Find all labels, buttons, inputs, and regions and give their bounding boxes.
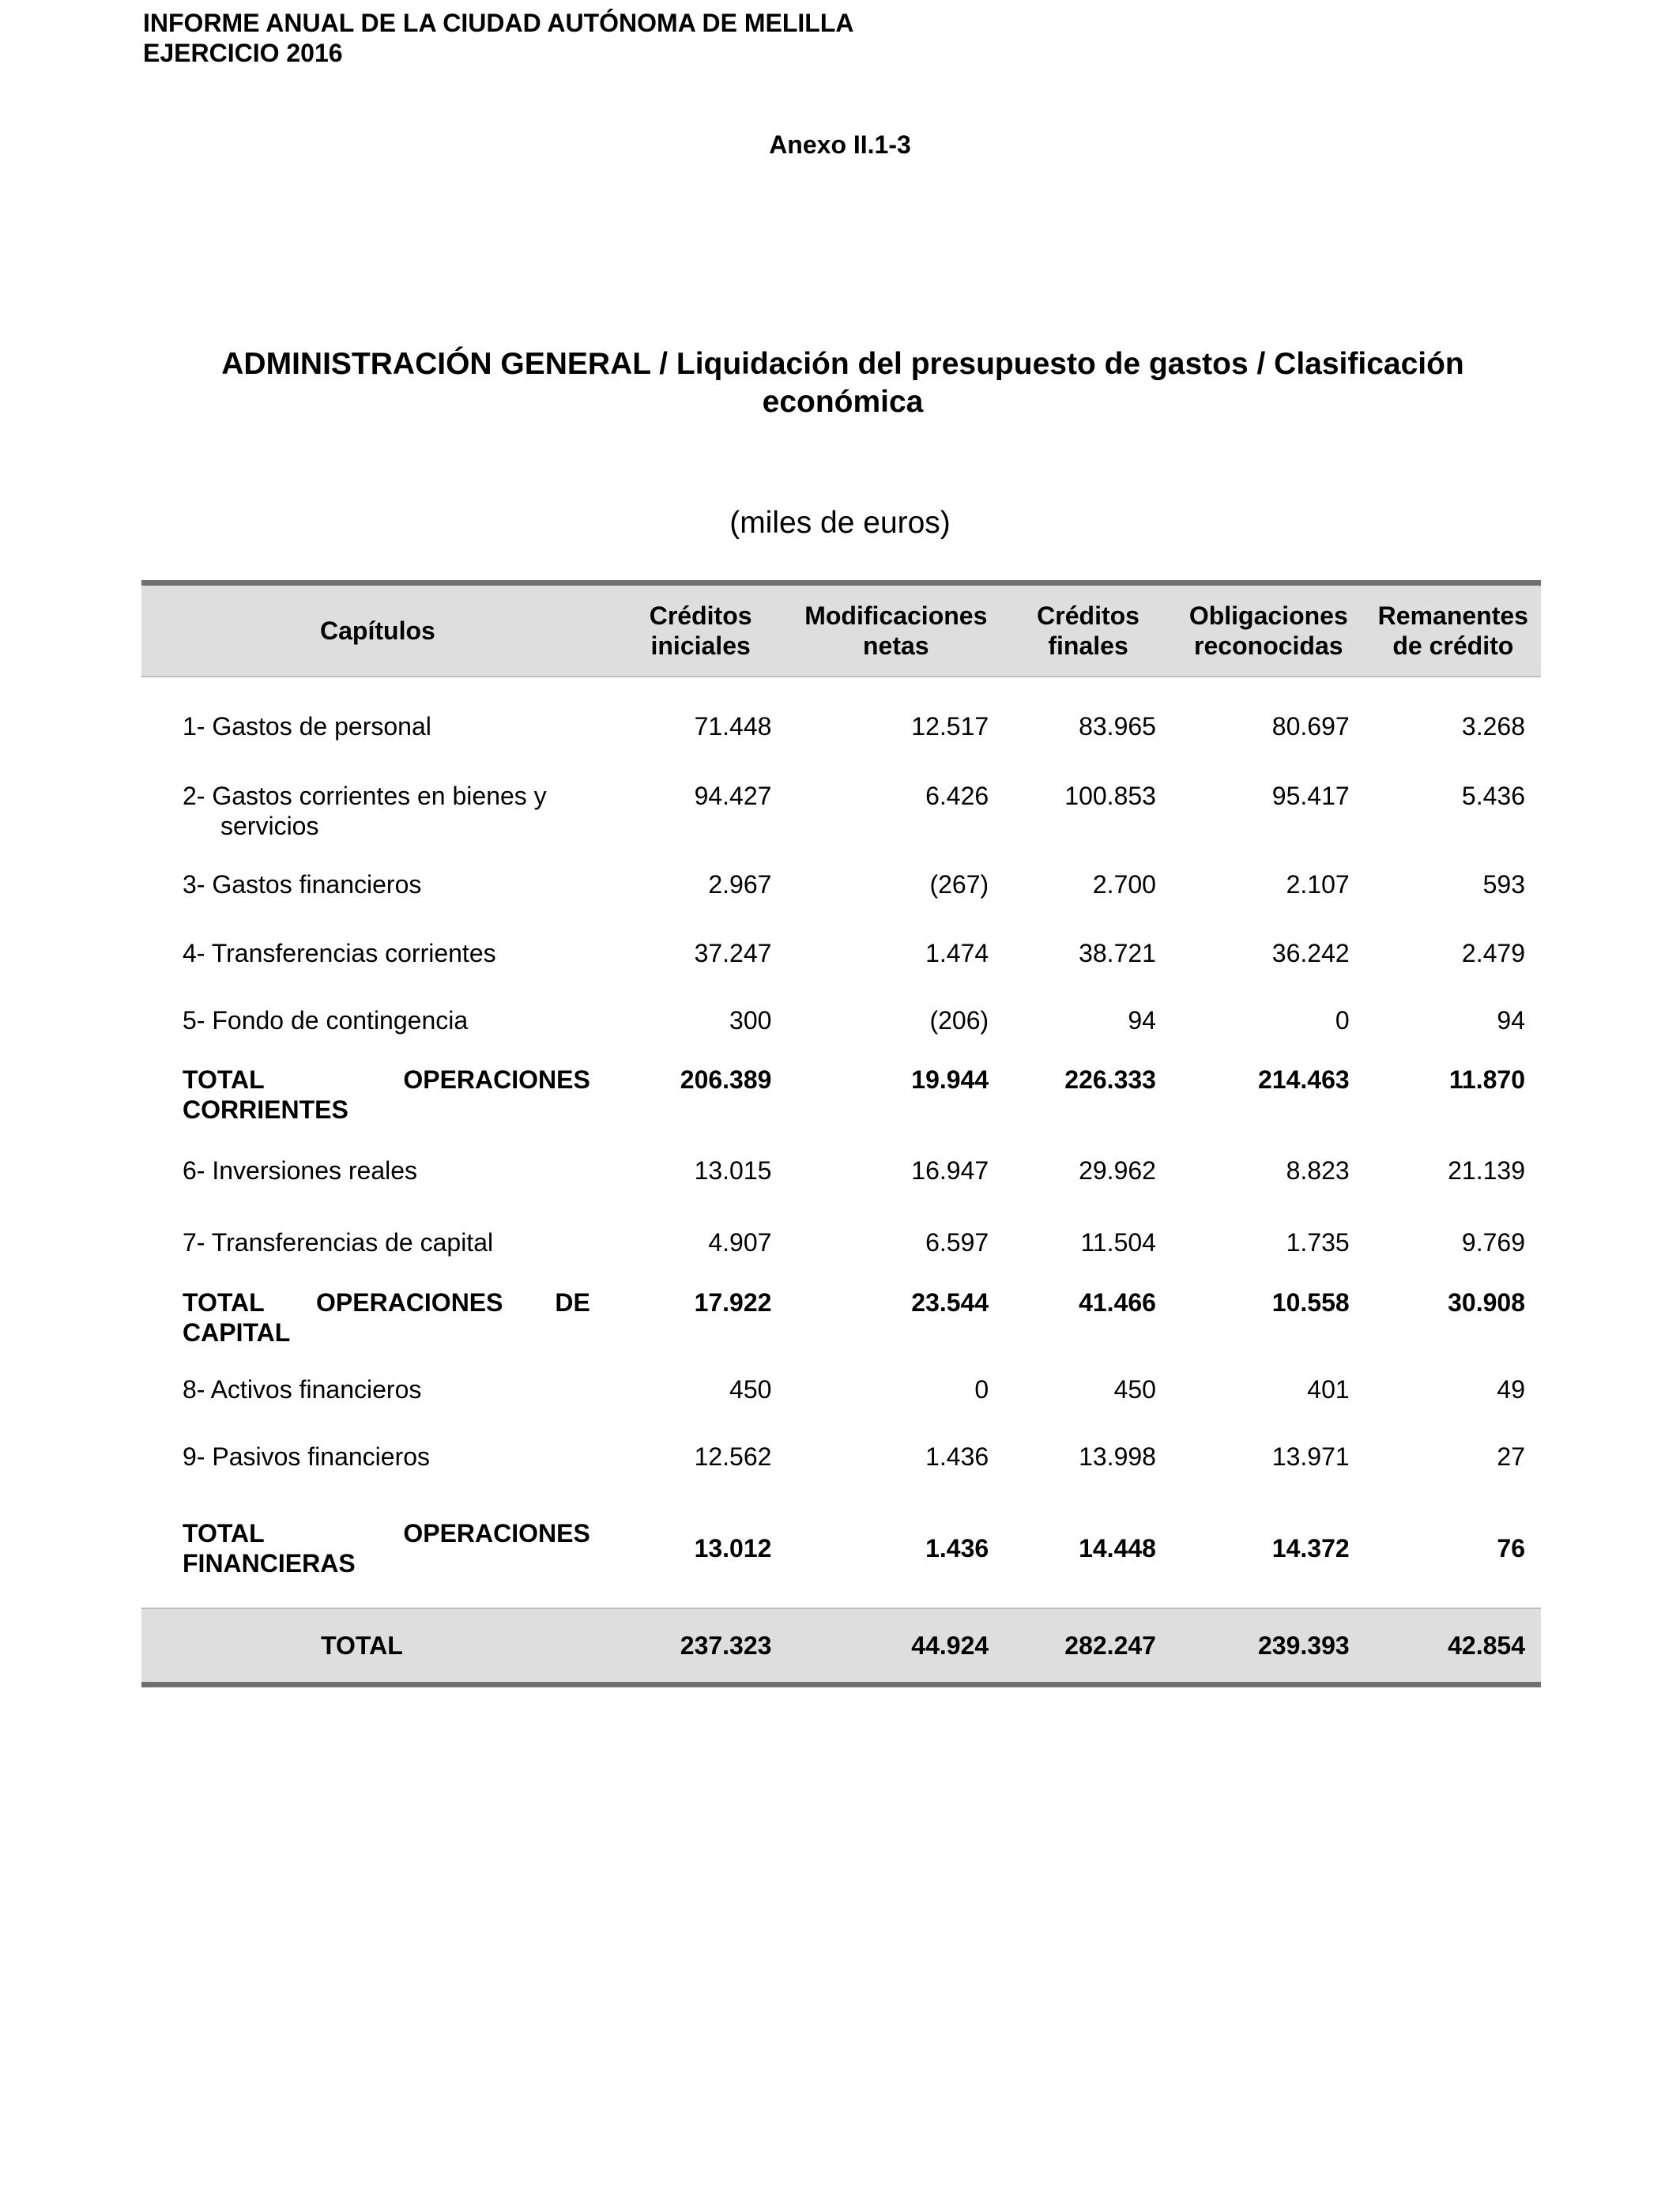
cell-modificaciones-netas: 44.924 [911, 1630, 989, 1660]
cell-creditos-iniciales: 37.247 [694, 939, 772, 967]
cell-modificaciones-netas: (206) [929, 1006, 989, 1035]
cell-remanentes-credito: 30.908 [1448, 1288, 1525, 1317]
cell-creditos-finales: 94 [1128, 1006, 1156, 1035]
row-concept: 7- Transferencias de capital [183, 1228, 494, 1257]
table-row [141, 1155, 1541, 1227]
report-header-title: INFORME ANUAL DE LA CIUDAD AUTÓNOMA DE MELILLA [143, 9, 854, 37]
col-header-modificaciones-netas: Modificaciones netas [804, 601, 988, 660]
cell-remanentes-credito: 2.479 [1461, 939, 1525, 967]
cell-creditos-finales: 11.504 [1080, 1228, 1156, 1257]
cell-creditos-iniciales: 13.015 [694, 1156, 772, 1185]
budget-table [141, 580, 1541, 1687]
subtotal-row [141, 1510, 1541, 1586]
cell-modificaciones-netas: 6.426 [925, 782, 989, 810]
cell-remanentes-credito: 27 [1497, 1442, 1525, 1471]
cell-creditos-finales: 29.962 [1079, 1156, 1156, 1185]
report-header [143, 8, 854, 68]
cell-obligaciones-reconocidas: 95.417 [1271, 782, 1350, 810]
cell-creditos-finales: 38.721 [1079, 939, 1156, 967]
col-header-capitulos: Capítulos [320, 616, 435, 645]
grand-total-row [141, 1608, 1541, 1684]
cell-creditos-iniciales: 13.012 [694, 1534, 772, 1563]
row-concept: 2- Gastos corrientes en bienes y servicios [183, 782, 547, 840]
annex-label: Anexo II.1-3 [769, 130, 911, 159]
cell-creditos-finales: 450 [1113, 1375, 1156, 1404]
cell-obligaciones-reconocidas: 401 [1307, 1375, 1350, 1404]
page-title-line1: ADMINISTRACIÓN GENERAL / Liquidación del presupuesto de gastos / Clasificación [221, 347, 1464, 381]
cell-creditos-iniciales: 2.967 [708, 870, 772, 899]
cell-modificaciones-netas: 6.597 [925, 1228, 989, 1257]
cell-remanentes-credito: 11.870 [1448, 1065, 1525, 1094]
cell-obligaciones-reconocidas: 8.823 [1286, 1156, 1350, 1185]
cell-modificaciones-netas: 12.517 [911, 712, 989, 741]
cell-modificaciones-netas: (267) [929, 870, 989, 899]
row-concept: 1- Gastos de personal [183, 712, 431, 741]
subtotal-row [141, 1065, 1541, 1155]
cell-modificaciones-netas: 19.944 [911, 1065, 989, 1094]
table-row [141, 1442, 1541, 1510]
row-concept: 5- Fondo de contingencia [183, 1006, 469, 1035]
cell-obligaciones-reconocidas: 10.558 [1271, 1288, 1350, 1317]
cell-remanentes-credito: 94 [1497, 1006, 1525, 1035]
cell-creditos-iniciales: 12.562 [694, 1442, 772, 1471]
cell-creditos-finales: 2.700 [1092, 870, 1156, 899]
cell-obligaciones-reconocidas: 214.463 [1257, 1065, 1350, 1094]
cell-remanentes-credito: 9.769 [1461, 1228, 1525, 1257]
col-header-remanentes-credito: Remanentes de crédito [1377, 601, 1528, 660]
cell-remanentes-credito: 49 [1497, 1375, 1525, 1404]
row-concept: 6- Inversiones reales [183, 1156, 418, 1185]
cell-remanentes-credito: 593 [1482, 870, 1525, 899]
page-title-line2: económica [762, 385, 924, 419]
row-concept: 3- Gastos financieros [183, 870, 422, 899]
cell-creditos-iniciales: 17.922 [694, 1288, 772, 1317]
cell-obligaciones-reconocidas: 13.971 [1271, 1442, 1350, 1471]
cell-obligaciones-reconocidas: 0 [1335, 1006, 1350, 1035]
table-row [141, 938, 1541, 1005]
report-header-year: EJERCICIO 2016 [143, 39, 343, 67]
grand-total-label: TOTAL [321, 1630, 403, 1660]
cell-remanentes-credito: 42.854 [1448, 1630, 1525, 1660]
cell-creditos-finales: 282.247 [1064, 1630, 1156, 1660]
cell-modificaciones-netas: 1.474 [925, 939, 989, 967]
cell-obligaciones-reconocidas: 36.242 [1271, 939, 1350, 967]
cell-obligaciones-reconocidas: 80.697 [1271, 712, 1350, 741]
cell-modificaciones-netas: 1.436 [925, 1442, 989, 1471]
table-row [141, 1005, 1541, 1065]
cell-modificaciones-netas: 23.544 [911, 1288, 989, 1317]
cell-creditos-iniciales: 450 [729, 1375, 772, 1404]
cell-remanentes-credito: 3.268 [1461, 712, 1525, 741]
cell-creditos-finales: 100.853 [1064, 782, 1156, 810]
cell-creditos-finales: 41.466 [1079, 1288, 1156, 1317]
row-concept: 4- Transferencias corrientes [183, 939, 496, 967]
cell-creditos-finales: 13.998 [1079, 1442, 1156, 1471]
cell-creditos-finales: 14.448 [1079, 1534, 1156, 1563]
col-header-creditos-finales: Créditos finales [1037, 601, 1139, 660]
col-header-creditos-iniciales: Créditos iniciales [649, 601, 752, 660]
table-header-row [141, 583, 1541, 677]
row-concept: 8- Activos financieros [183, 1375, 422, 1404]
cell-obligaciones-reconocidas: 14.372 [1271, 1534, 1350, 1563]
page-title [143, 345, 1543, 421]
cell-modificaciones-netas: 1.436 [925, 1534, 989, 1563]
cell-creditos-finales: 83.965 [1079, 712, 1156, 741]
row-concept: TOTAL OPERACIONES FINANCIERAS [183, 1519, 590, 1578]
table-row [141, 1374, 1541, 1442]
cell-obligaciones-reconocidas: 239.393 [1257, 1630, 1350, 1660]
row-concept: TOTAL OPERACIONES CORRIENTES [183, 1065, 590, 1124]
subtotal-row [141, 1287, 1541, 1374]
cell-remanentes-credito: 5.436 [1461, 782, 1525, 810]
cell-modificaciones-netas: 0 [974, 1375, 989, 1404]
cell-creditos-iniciales: 237.323 [680, 1630, 772, 1660]
cell-creditos-iniciales: 94.427 [694, 782, 772, 810]
cell-obligaciones-reconocidas: 1.735 [1286, 1228, 1350, 1257]
cell-modificaciones-netas: 16.947 [911, 1156, 989, 1185]
cell-remanentes-credito: 76 [1497, 1534, 1525, 1563]
cell-creditos-iniciales: 71.448 [694, 712, 772, 741]
units-label: (miles de euros) [729, 506, 951, 540]
row-concept: TOTAL OPERACIONES DE CAPITAL [183, 1288, 590, 1347]
table-row [141, 781, 1541, 869]
row-concept: 9- Pasivos financieros [183, 1442, 431, 1471]
col-header-obligaciones-reconocidas: Obligaciones reconocidas [1188, 601, 1348, 660]
cell-creditos-finales: 226.333 [1064, 1065, 1156, 1094]
table-row [141, 1227, 1541, 1287]
cell-creditos-iniciales: 300 [729, 1006, 772, 1035]
table-row [141, 869, 1541, 938]
table-row [141, 711, 1541, 781]
cell-creditos-iniciales: 206.389 [680, 1065, 772, 1094]
cell-remanentes-credito: 21.139 [1448, 1156, 1525, 1185]
cell-creditos-iniciales: 4.907 [708, 1228, 772, 1257]
cell-obligaciones-reconocidas: 2.107 [1286, 870, 1350, 899]
